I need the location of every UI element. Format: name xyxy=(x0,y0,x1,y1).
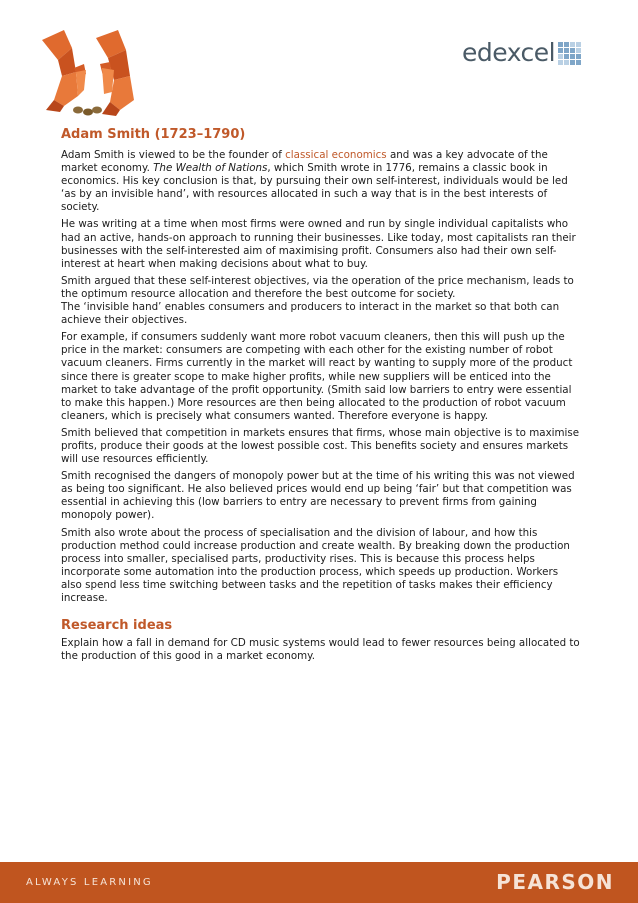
paragraph-capitalists: He was writing at a time when most firms were owned and run by single individual capitalists who had an active, hands-on approach to running their businesses. Like today, most capitalists ran their businesses with the self-interested aim of maximising profit. Consumers also had their own self-interest at heart when making decisions about what to buy. xyxy=(61,218,576,270)
classical-economics-link[interactable]: classical economics xyxy=(285,149,387,161)
paragraph-competition: Smith believed that competition in markets ensures that firms, whose main objective is to maximise profits, produce their goods at the lowest possible cost. This benefits society and ensures markets will use resources efficiently. xyxy=(61,426,580,466)
paragraph-invisible-hand: Smith argued that these self-interest objectives, via the operation of the price mechanism, leads to the optimum resource allocation and therefore the best outcome for society. The ‘invisible hand’ enables consumers and producers to interact in the market so that both can achieve their objectives. xyxy=(61,274,574,327)
footer-tagline: ALWAYS LEARNING xyxy=(26,877,153,888)
logo-wordmark: edexcel xyxy=(462,38,556,67)
paragraph-intro: Adam Smith is viewed to be the founder of classical economics and was a key advocate of the market economy. The Wealth of Nations, which Smith wrote in 1776, remains a classic book in economics. His key conclusion is that, by pursuing their own self-interest, individuals would be led ‘as by an invisible hand’, with resources allocated in such a way that is in the best interests of society. xyxy=(61,149,568,214)
book-title: The Wealth of Nations xyxy=(153,162,268,175)
paragraph-example: For example, if consumers suddenly want more robot vacuum cleaners, then this will push up the price in the market: consumers are competing with each other for the existing number of robot vacuum cleaners. Firms currently in the market will react by wanting to supply more of the product since there is greater scope to make higher profits, while new suppliers will be enticed into the market to take advantage of the profit opportunity. (Smith said low barriers to entry were essential to make this happen.) More resources are then being allocated to the production of robot vacuum cleaners, which is precisely what consumers wanted. Therefore everyone is happy. xyxy=(61,331,573,422)
page-footer xyxy=(0,862,638,903)
research-text: Explain how a fall in demand for CD music systems would lead to fewer resources being allocated to the production of this good in a market economy. xyxy=(61,637,580,663)
paragraph-specialisation: Smith also wrote about the process of specialisation and the division of labour, and how this production method could increase production and create wealth. By breaking down the production process into smaller, specialised parts, productivity rises. This is because this process helps incorporate some automation into the production process, which speeds up production. Workers also spend less time switching between tasks and the repetition of tasks makes their efficiency increase. xyxy=(61,526,570,604)
paragraph-monopoly: Smith recognised the dangers of monopoly power but at the time of his writing this was not viewed as being too significant. He also believed prices would end up being ‘fair’ but that competition was essential in achieving this (low barriers to entry are necessary to prevent firms from gaining monopoly power). xyxy=(61,470,575,522)
logo-grid-icon xyxy=(558,42,581,65)
origami-squirrels-illustration xyxy=(34,30,144,118)
research-heading: Research ideas xyxy=(61,618,173,634)
pearson-logo: PEARSON xyxy=(496,870,614,894)
page-header xyxy=(0,0,638,122)
edexcel-logo xyxy=(462,38,581,68)
article-title: Adam Smith (1723–1790) xyxy=(61,127,246,142)
article-body xyxy=(61,126,581,667)
